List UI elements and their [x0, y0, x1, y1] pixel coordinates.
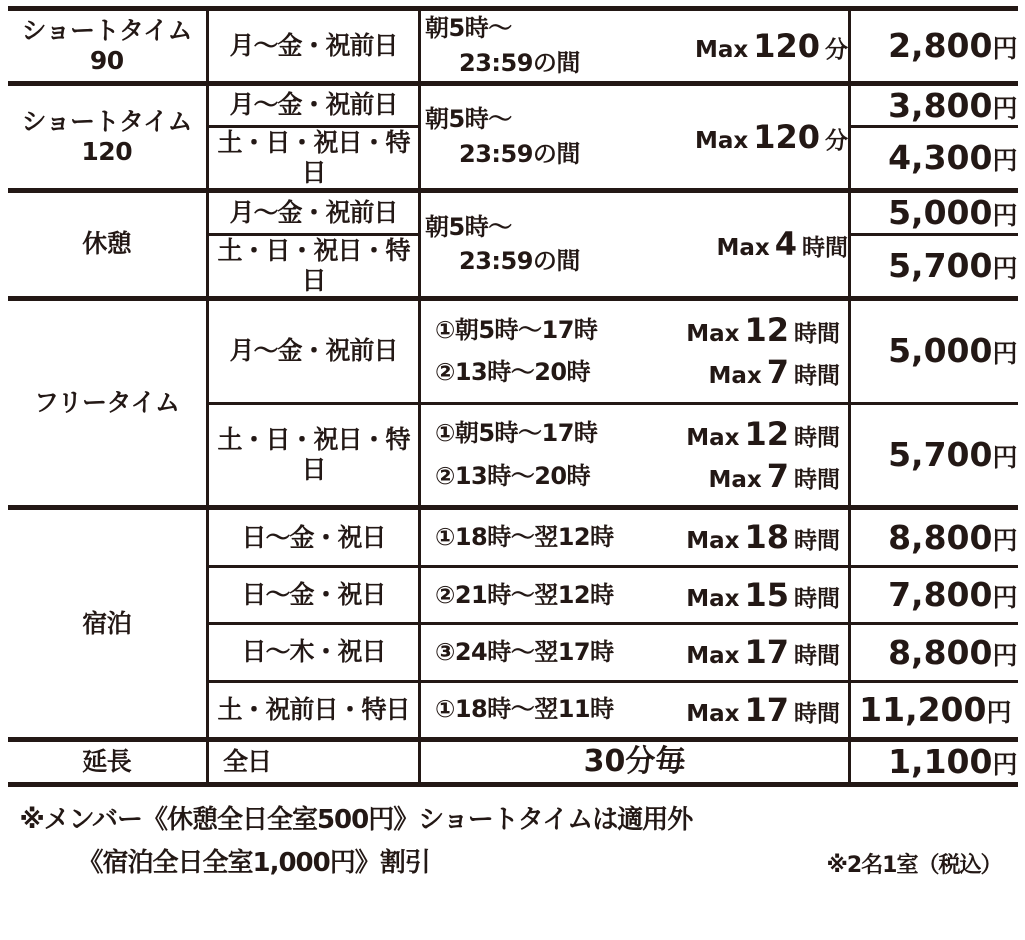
- max-label: Max: [694, 36, 749, 63]
- days-label: 土・日・祝日・特日: [217, 424, 410, 484]
- days-label: 日〜木・祝日: [241, 637, 386, 667]
- max-unit: 時間: [794, 528, 840, 555]
- days-label: 月〜金・祝前日: [229, 90, 398, 120]
- price-cell: [850, 403, 1018, 508]
- time-max-cell: [420, 298, 850, 403]
- days-label: 全日: [223, 746, 272, 776]
- table-row: [8, 298, 1018, 403]
- days-cell: [208, 9, 420, 84]
- max-unit: 時間: [794, 585, 840, 612]
- time-line-1: 朝5時〜: [425, 14, 512, 42]
- price-amount: 5,000: [888, 331, 993, 371]
- max-number: 7: [766, 456, 789, 495]
- price-unit: 円: [992, 93, 1018, 123]
- price-cell: [850, 9, 1018, 84]
- member-note-line-1: ※メンバー《休憩全日全室500円》ショートタイムは適用外: [19, 804, 693, 835]
- max-duration: [668, 576, 840, 614]
- interval-cell: [420, 739, 850, 781]
- days-cell: [208, 298, 420, 403]
- time-text: ①朝5時〜17時: [435, 315, 598, 344]
- max-unit: 分: [825, 36, 848, 63]
- max-duration: [668, 633, 840, 671]
- plan-cell: [8, 739, 208, 781]
- max-label: Max: [686, 643, 740, 670]
- days-cell: [208, 508, 420, 566]
- time-line-2: 23:59の間: [459, 247, 580, 276]
- days-label: 土・日・祝日・特日: [217, 128, 410, 188]
- plan-sublabel: 120: [81, 136, 133, 166]
- plan-sublabel: 90: [89, 45, 124, 75]
- price-cell: [850, 508, 1018, 566]
- time-text: ②21時〜翌12時: [435, 580, 614, 609]
- plan-label: 延長: [82, 746, 132, 776]
- days-label: 土・日・祝日・特日: [217, 235, 410, 295]
- max-label: Max: [686, 585, 740, 612]
- max-duration: [690, 353, 840, 391]
- days-cell: [208, 83, 420, 127]
- max-unit: 時間: [794, 466, 840, 493]
- price-unit: 円: [992, 583, 1018, 613]
- max-duration: [668, 518, 840, 556]
- max-duration: [690, 457, 840, 495]
- table-row: [8, 9, 1018, 84]
- time-text: [421, 102, 580, 172]
- price-unit: 円: [992, 525, 1018, 555]
- days-label: 土・祝前日・特日: [217, 694, 410, 724]
- max-label: Max: [694, 127, 749, 154]
- price-unit: 円: [992, 146, 1018, 176]
- price-cell: [850, 83, 1018, 127]
- max-number: 12: [744, 414, 789, 453]
- days-label: 日〜金・祝日: [241, 522, 386, 552]
- price-amount: 7,800: [888, 575, 993, 615]
- plan-label: フリータイム: [33, 388, 180, 418]
- table-row: [8, 83, 1018, 127]
- price-amount: 5,700: [888, 245, 993, 285]
- days-cell: [208, 127, 420, 191]
- table-row: [8, 191, 1018, 235]
- max-unit: 時間: [794, 320, 840, 347]
- max-label: Max: [716, 235, 770, 262]
- max-label: Max: [686, 528, 740, 555]
- time-max-cell: [420, 566, 850, 623]
- days-label: 日〜金・祝日: [241, 579, 386, 609]
- time-text: ①朝5時〜17時: [435, 419, 598, 448]
- price-amount: 11,200: [859, 689, 987, 729]
- time-text: ①18時〜翌12時: [435, 523, 614, 552]
- max-unit: 分: [825, 127, 848, 154]
- time-text: ①18時〜翌11時: [435, 695, 614, 724]
- price-cell: [850, 127, 1018, 191]
- time-max-cell: [420, 681, 850, 739]
- price-amount: 8,800: [888, 517, 993, 557]
- plan-label: ショートタイム: [21, 15, 192, 45]
- max-duration: [668, 415, 840, 453]
- plan-label: ショートタイム: [21, 106, 192, 136]
- price-unit: 円: [992, 34, 1018, 63]
- time-max-cell: [420, 403, 850, 508]
- price-unit: 円: [992, 201, 1018, 231]
- max-number: 7: [766, 353, 789, 392]
- max-label: Max: [686, 700, 740, 727]
- time-max-cell: [420, 508, 850, 566]
- price-cell: [850, 739, 1018, 781]
- price-cell: [850, 681, 1018, 739]
- time-text: ②13時〜20時: [435, 357, 591, 386]
- max-number: 120: [753, 117, 820, 156]
- days-cell: [208, 739, 420, 781]
- rate-table: [8, 6, 1018, 782]
- time-text: ③24時〜翌17時: [435, 637, 614, 666]
- price-amount: 3,800: [888, 85, 993, 125]
- time-line-1: 朝5時〜: [425, 105, 512, 134]
- price-unit: 円: [986, 697, 1012, 727]
- notes-section: [8, 782, 1018, 879]
- price-table-sheet: [0, 6, 1025, 940]
- price-cell: [850, 234, 1018, 298]
- table-row: [8, 508, 1018, 566]
- max-number: 15: [744, 575, 789, 614]
- time-line-1: 朝5時〜: [425, 212, 512, 241]
- days-label: 月〜金・祝前日: [229, 197, 398, 227]
- time-line-2: 23:59の間: [459, 139, 580, 168]
- plan-cell: [8, 508, 208, 740]
- price-amount: 2,800: [888, 26, 993, 65]
- time-max-cell: [420, 624, 850, 681]
- plan-label: 宿泊: [82, 608, 132, 638]
- price-cell: [850, 298, 1018, 403]
- time-text: [421, 210, 580, 280]
- price-unit: 円: [992, 443, 1018, 473]
- max-number: 4: [774, 225, 797, 264]
- price-amount: 5,000: [888, 193, 993, 233]
- tax-note: ※2名1室（税込）: [826, 852, 1002, 878]
- days-cell: [208, 234, 420, 298]
- max-unit: 時間: [794, 643, 840, 670]
- price-unit: 円: [992, 253, 1018, 283]
- max-label: Max: [708, 363, 762, 390]
- max-number: 17: [744, 690, 789, 729]
- max-label: Max: [708, 466, 762, 493]
- price-amount: 4,300: [888, 138, 993, 178]
- max-unit: 時間: [794, 363, 840, 390]
- max-number: 120: [753, 26, 820, 65]
- plan-cell: [8, 9, 208, 84]
- time-max-cell: [420, 191, 850, 299]
- table-row: [8, 739, 1018, 781]
- price-cell: [850, 624, 1018, 681]
- price-unit: 円: [992, 749, 1018, 779]
- plan-cell: [8, 83, 208, 191]
- max-number: 12: [744, 310, 789, 349]
- max-number: 18: [744, 518, 789, 557]
- days-cell: [208, 191, 420, 235]
- max-duration: [698, 225, 848, 263]
- plan-cell: [8, 191, 208, 299]
- price-amount: 5,700: [888, 435, 993, 475]
- max-unit: 時間: [794, 424, 840, 451]
- interval-text: 30分毎: [583, 743, 686, 779]
- max-duration: [677, 118, 848, 156]
- max-unit: 時間: [794, 700, 840, 727]
- days-cell: [208, 403, 420, 508]
- days-cell: [208, 681, 420, 739]
- price-amount: 8,800: [888, 632, 993, 672]
- days-label: 月〜金・祝前日: [229, 336, 398, 366]
- days-cell: [208, 566, 420, 623]
- price-amount: 1,100: [888, 741, 993, 781]
- member-note-line-2: 《宿泊全日全室1,000円》割引: [77, 847, 430, 878]
- max-duration: [668, 691, 840, 729]
- days-label: 月〜金・祝前日: [229, 30, 398, 60]
- time-line-2: 23:59の間: [459, 48, 580, 77]
- max-unit: 時間: [802, 235, 848, 262]
- time-max-cell: [420, 9, 850, 84]
- days-cell: [208, 624, 420, 681]
- price-unit: 円: [992, 339, 1018, 369]
- max-duration: [668, 311, 840, 349]
- price-cell: [850, 191, 1018, 235]
- plan-cell: [8, 298, 208, 508]
- max-label: Max: [686, 424, 740, 451]
- plan-label: 休憩: [82, 229, 132, 259]
- price-unit: 円: [992, 640, 1018, 670]
- max-label: Max: [686, 320, 740, 347]
- time-max-cell: [420, 83, 850, 191]
- price-cell: [850, 566, 1018, 623]
- max-number: 17: [744, 633, 789, 672]
- time-text: ②13時〜20時: [435, 461, 591, 490]
- time-text: [421, 11, 580, 81]
- max-duration: [677, 27, 848, 65]
